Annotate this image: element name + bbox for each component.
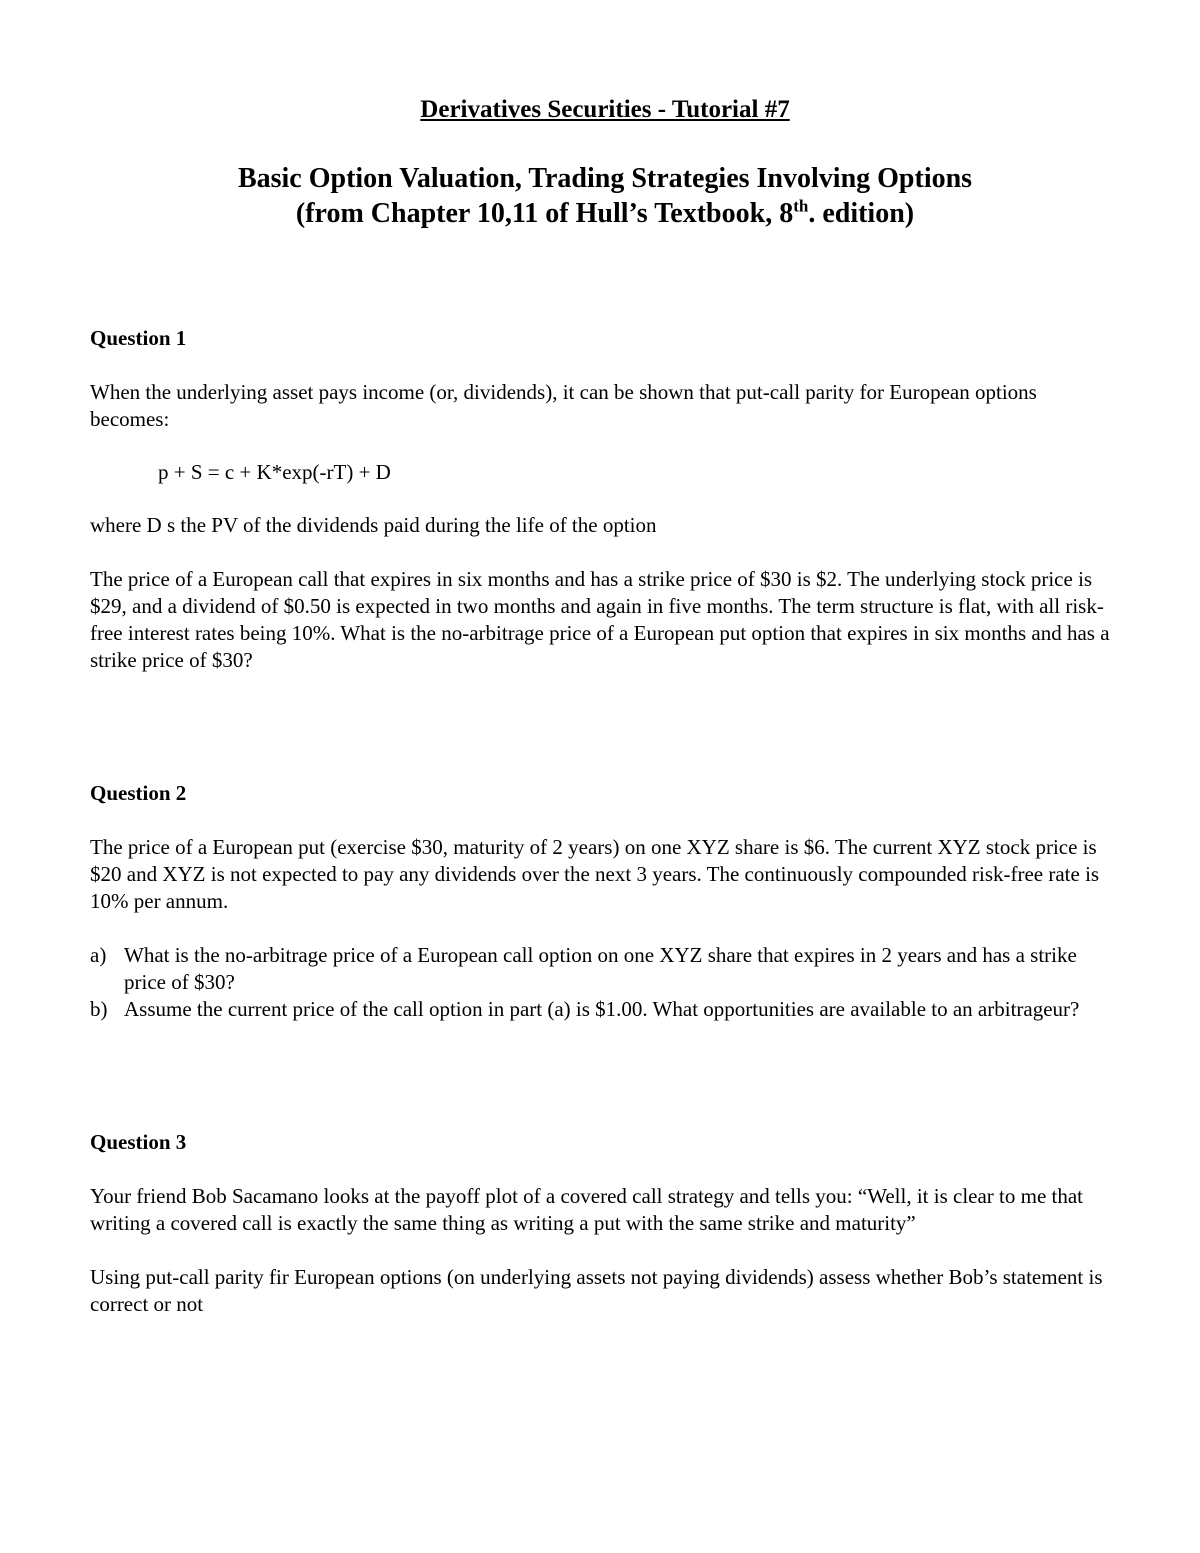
list-item-text: Assume the current price of the call option in part (a) is $1.00. What opportunities are available to an arbitrageur? bbox=[124, 997, 1080, 1021]
subtitle-line-2 bbox=[90, 196, 1120, 231]
question-2-parts bbox=[90, 942, 1120, 1023]
question-1-body: The price of a European call that expires in six months and has a strike price of $30 is $2. The underlying stock price is $29, and a dividend of $0.50 is expected in two months and again in five months. The term structure is flat, with all risk-free interest rates being 10%. What is the no-arbitrage price of a European put option that expires in six months and has a strike price of $30? bbox=[90, 567, 1110, 672]
question-2-body: The price of a European put (exercise $30, maturity of 2 years) on one XYZ share is $6. The current XYZ stock price is $20 and XYZ is not expected to pay any dividends over the next 3 years. The continuously compounded risk-free rate is 10% per annum. bbox=[90, 835, 1100, 913]
document-page bbox=[90, 95, 1120, 1318]
subtitle-line-2-end: . edition) bbox=[808, 198, 915, 229]
list-item-text: What is the no-arbitrage price of a European call option on one XYZ share that expires in 2 years and has a strike price of $30? bbox=[124, 943, 1077, 994]
spacer bbox=[90, 807, 1120, 834]
document-subtitle bbox=[90, 161, 1120, 231]
spacer bbox=[90, 1156, 1120, 1183]
question-2 bbox=[90, 780, 1120, 1023]
question-1-where: where D s the PV of the dividends paid during the life of the option bbox=[90, 513, 657, 537]
question-3 bbox=[90, 1129, 1120, 1318]
list-marker: a) bbox=[90, 943, 107, 967]
spacer bbox=[90, 1237, 1120, 1264]
subtitle-line-2-text: (from Chapter 10,11 of Hull’s Textbook, 8 bbox=[295, 198, 794, 229]
edition-superscript: th bbox=[793, 196, 809, 216]
put-call-parity-formula: p + S = c + K*exp(-rT) + D bbox=[158, 460, 391, 484]
question-1-intro: When the underlying asset pays income (or, dividends), it can be shown that put-call parity for European options becomes: bbox=[90, 380, 1037, 431]
list-item bbox=[90, 996, 1120, 1023]
question-2-heading: Question 2 bbox=[90, 781, 187, 805]
question-1 bbox=[90, 325, 1120, 674]
spacer bbox=[90, 539, 1120, 566]
question-3-heading: Question 3 bbox=[90, 1130, 187, 1154]
spacer bbox=[90, 352, 1120, 379]
question-1-heading: Question 1 bbox=[90, 326, 187, 350]
subtitle-line-1: Basic Option Valuation, Trading Strategies Involving Options bbox=[237, 163, 973, 194]
document-title: Derivatives Securities - Tutorial #7 bbox=[420, 96, 790, 123]
question-3-task: Using put-call parity fir European options (on underlying assets not paying dividends) assess whether Bob’s statement is correct or not bbox=[90, 1265, 1103, 1316]
question-3-body: Your friend Bob Sacamano looks at the payoff plot of a covered call strategy and tells you: “Well, it is clear to me that writing a covered call is exactly the same thing as writing a put with the same strike and maturity” bbox=[90, 1184, 1084, 1235]
list-item bbox=[90, 942, 1120, 996]
list-marker: b) bbox=[90, 997, 108, 1021]
